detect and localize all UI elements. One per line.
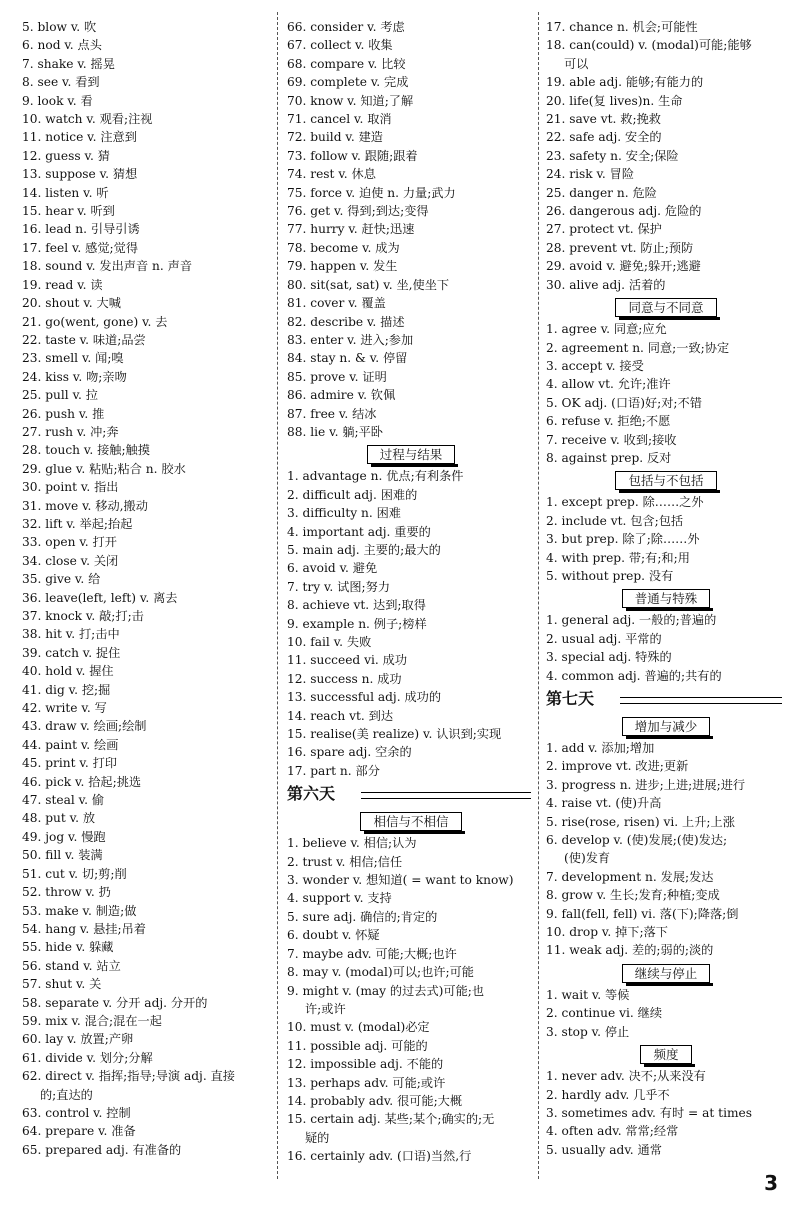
vocab-entry: 61. divide v. 划分;分解 <box>22 1050 153 1065</box>
vocab-entry: 4. common adj. 普遍的;共有的 <box>546 668 722 683</box>
vocab-entry: 36. leave(left, left) v. 离去 <box>22 590 178 605</box>
vocab-entry: 9. look v. 看 <box>22 93 93 108</box>
vocab-entry: 29. avoid v. 避免;躲开;逃避 <box>546 259 701 274</box>
vocab-entry: 54. hang v. 悬挂;吊着 <box>22 921 146 936</box>
vocab-entry: 24. risk v. 冒险 <box>546 167 635 182</box>
vocab-entry: 2. agreement n. 同意;一致;协定 <box>546 340 730 355</box>
vocab-entry-continuation: 许;或许 <box>305 1001 346 1016</box>
vocab-entry: 35. give v. 给 <box>22 572 101 587</box>
section-heading-common: 普通与特殊 <box>546 585 786 611</box>
vocab-entry: 1. except prep. 除……之外 <box>546 495 704 510</box>
vocab-entry: 47. steal v. 偷 <box>22 793 105 808</box>
vocab-entry: 9. example n. 例子;榜样 <box>287 616 427 631</box>
vocab-entry: 20. life(复 lives)n. 生命 <box>546 93 683 108</box>
vocab-entry: 15. hear v. 听到 <box>22 204 115 219</box>
vocab-entry-continuation: 疑的 <box>305 1130 330 1145</box>
vocab-entry: 3. stop v. 停止 <box>546 1024 630 1039</box>
vocab-entry: 17. chance n. 机会;可能性 <box>546 20 698 34</box>
vocab-entry: 76. get v. 得到;到达;变得 <box>287 204 429 219</box>
vocab-entry: 3. accept v. 接受 <box>546 358 644 373</box>
vocab-entry: 9. might v. (may 的过去式)可能;也 <box>287 983 485 998</box>
vocab-entry: 60. lay v. 放置;产卵 <box>22 1032 134 1047</box>
vocab-entry: 7. development n. 发展;发达 <box>546 869 714 884</box>
vocab-entry: 5. OK adj. (口语)好;对;不错 <box>546 395 702 410</box>
vocab-entry: 42. write v. 写 <box>22 701 107 716</box>
vocab-entry: 10. must v. (modal)必定 <box>287 1020 430 1035</box>
vocab-entry: 55. hide v. 躲藏 <box>22 940 114 955</box>
vocab-entry: 43. draw v. 绘画;绘制 <box>22 719 147 734</box>
vocab-entry: 41. dig v. 挖;掘 <box>22 682 111 697</box>
vocab-entry: 11. possible adj. 可能的 <box>287 1038 428 1053</box>
vocab-entry: 85. prove v. 证明 <box>287 369 387 384</box>
vocab-entry: 8. see v. 看到 <box>22 75 100 90</box>
vocab-entry: 31. move v. 移动,搬动 <box>22 498 148 513</box>
vocab-entry: 3. sometimes adv. 有时 = at times <box>546 1105 753 1120</box>
vocab-entry: 6. refuse v. 拒绝;不愿 <box>546 414 671 429</box>
vocab-entry-continuation: 的;直达的 <box>40 1087 93 1102</box>
vocab-entry: 5. usually adv. 通常 <box>546 1142 662 1157</box>
vocab-entry: 19. able adj. 能够;有能力的 <box>546 75 704 90</box>
vocab-entry: 63. control v. 控制 <box>22 1105 131 1120</box>
vocab-entry: 16. spare adj. 空余的 <box>287 745 412 760</box>
vocab-entry: 58. separate v. 分开 adj. 分开的 <box>22 995 208 1010</box>
vocab-entry: 8. achieve vt. 达到;取得 <box>287 598 426 613</box>
vocab-entry: 24. kiss v. 吻;亲吻 <box>22 369 127 384</box>
vocab-entry: 66. consider v. 考虑 <box>287 20 405 34</box>
vocab-entry: 64. prepare v. 准备 <box>22 1124 136 1139</box>
vocab-entry: 56. stand v. 站立 <box>22 958 121 973</box>
vocab-entry: 6. develop v. (使)发展;(使)发达; <box>546 833 728 848</box>
column-divider <box>538 12 539 1179</box>
vocab-entry: 5. blow v. 吹 <box>22 20 97 34</box>
vocab-entry: 48. put v. 放 <box>22 811 96 826</box>
vocab-entry: 22. taste v. 味道;品尝 <box>22 332 146 347</box>
vocab-entry: 8. grow v. 生长;发育;种植;变成 <box>546 888 720 903</box>
vocab-entry: 8. may v. (modal)可以;也许;可能 <box>287 965 474 980</box>
section-heading-process: 过程与结果 <box>287 441 535 467</box>
section-heading-belief: 相信与不相信 <box>287 808 535 834</box>
vocab-entry: 74. rest v. 休息 <box>287 167 376 182</box>
vocab-entry: 21. save vt. 救;挽救 <box>546 112 661 127</box>
vocab-entry: 3. difficulty n. 困难 <box>287 506 401 521</box>
vocab-entry: 79. happen v. 发生 <box>287 259 398 274</box>
vocab-entry: 2. include vt. 包含;包括 <box>546 513 684 528</box>
vocab-entry: 5. without prep. 没有 <box>546 568 674 583</box>
vocab-entry: 21. go(went, gone) v. 去 <box>22 314 168 329</box>
vocab-entry: 11. succeed vi. 成功 <box>287 653 408 668</box>
section-heading-include: 包括与不包括 <box>546 467 786 493</box>
vocab-entry: 3. progress n. 进步;上进;进展;进行 <box>546 777 746 792</box>
vocab-entry: 6. avoid v. 避免 <box>287 561 378 576</box>
vocab-entry: 1. agree v. 同意;应允 <box>546 322 667 337</box>
vocab-entry: 73. follow v. 跟随;跟着 <box>287 148 418 163</box>
vocab-entry: 10. fail v. 失败 <box>287 635 372 649</box>
vocab-entry: 11. weak adj. 差的;弱的;淡的 <box>546 943 714 958</box>
page-number: 3 <box>764 1171 778 1195</box>
vocab-entry: 15. certain adj. 某些;某个;确实的;无 <box>287 1112 495 1127</box>
vocab-entry: 4. with prep. 带;有;和;用 <box>546 550 690 565</box>
vocab-entry: 37. knock v. 敲;打;击 <box>22 609 144 623</box>
vocab-entry: 72. build v. 建造 <box>287 130 383 145</box>
column-2 <box>287 18 535 1166</box>
vocab-entry: 17. feel v. 感觉;觉得 <box>22 240 139 255</box>
vocab-entry: 26. push v. 推 <box>22 406 105 421</box>
vocab-entry: 6. doubt v. 怀疑 <box>287 928 380 943</box>
vocab-entry: 3. special adj. 特殊的 <box>546 650 672 665</box>
vocab-entry: 82. describe v. 描述 <box>287 314 405 329</box>
vocab-entry: 16. certainly adv. (口语)当然,行 <box>287 1149 472 1164</box>
vocab-entry: 59. mix v. 混合;混在一起 <box>22 1013 162 1028</box>
vocab-entry: 7. maybe adv. 可能;大概;也许 <box>287 946 457 961</box>
vocab-entry: 1. never adv. 决不;从来没有 <box>546 1069 706 1084</box>
vocab-entry: 2. usual adj. 平常的 <box>546 631 662 646</box>
vocab-entry: 6. nod v. 点头 <box>22 38 102 53</box>
vocab-entry: 5. main adj. 主要的;最大的 <box>287 542 441 557</box>
section-heading-agree: 同意与不同意 <box>546 294 786 320</box>
vocab-entry: 13. suppose v. 猜想 <box>22 167 138 182</box>
vocab-entry: 1. advantage n. 优点;有利条件 <box>287 469 464 484</box>
column-3 <box>546 18 786 1159</box>
vocab-entry: 9. fall(fell, fell) vi. 落(下);降落;倒 <box>546 906 739 921</box>
vocab-entry: 80. sit(sat, sat) v. 坐,使坐下 <box>287 277 450 292</box>
vocab-entry: 78. become v. 成为 <box>287 240 400 255</box>
vocab-entry: 4. often adv. 常常;经常 <box>546 1124 679 1139</box>
vocab-entry: 44. paint v. 绘画 <box>22 737 119 752</box>
vocab-entry: 25. danger n. 危险 <box>546 185 657 200</box>
vocab-entry: 71. cancel v. 取消 <box>287 112 392 127</box>
vocab-entry: 5. sure adj. 确信的;肯定的 <box>287 909 438 924</box>
vocab-entry: 30. alive adj. 活着的 <box>546 277 666 292</box>
vocab-entry: 12. success n. 成功 <box>287 671 402 686</box>
section-heading-frequency: 频度 <box>546 1041 786 1067</box>
vocab-entry: 87. free v. 结冰 <box>287 406 377 421</box>
vocab-entry: 13. successful adj. 成功的 <box>287 690 442 705</box>
vocab-entry: 13. perhaps adv. 可能;或许 <box>287 1075 446 1090</box>
vocab-entry: 2. difficult adj. 困难的 <box>287 487 418 502</box>
vocab-entry: 12. impossible adj. 不能的 <box>287 1057 444 1072</box>
vocab-entry: 10. watch v. 观看;注视 <box>22 112 153 127</box>
vocab-entry: 34. close v. 关闭 <box>22 553 119 568</box>
vocab-entry: 2. hardly adv. 几乎不 <box>546 1087 670 1102</box>
vocab-entry: 45. print v. 打印 <box>22 756 117 771</box>
vocab-entry: 4. support v. 支持 <box>287 891 392 906</box>
vocab-entry: 2. continue vi. 继续 <box>546 1006 663 1021</box>
vocab-entry: 16. lead n. 引导引诱 <box>22 222 140 237</box>
vocab-entry: 27. rush v. 冲;奔 <box>22 424 119 439</box>
vocab-entry: 3. but prep. 除了;除……外 <box>546 532 700 547</box>
vocab-entry: 23. safety n. 安全;保险 <box>546 148 679 163</box>
vocab-entry: 7. shake v. 摇晃 <box>22 56 115 71</box>
vocab-entry: 11. notice v. 注意到 <box>22 130 137 145</box>
vocab-entry: 40. hold v. 握住 <box>22 664 114 679</box>
vocab-entry: 49. jog v. 慢跑 <box>22 829 106 844</box>
vocab-entry: 38. hit v. 打;击中 <box>22 627 120 642</box>
vocab-entry: 1. general adj. 一般的;普遍的 <box>546 613 717 628</box>
vocab-entry: 14. probably adv. 很可能;大概 <box>287 1093 463 1108</box>
column-1 <box>22 18 272 1159</box>
vocab-entry: 69. complete v. 完成 <box>287 75 409 90</box>
vocab-entry: 28. touch v. 接触;触摸 <box>22 443 150 458</box>
vocab-entry: 83. enter v. 进入;参加 <box>287 332 414 347</box>
vocab-entry: 53. make v. 制造;做 <box>22 903 137 918</box>
vocab-entry: 2. trust v. 相信;信任 <box>287 854 403 869</box>
vocab-entry: 10. drop v. 掉下;落下 <box>546 925 668 940</box>
vocab-entry: 68. compare v. 比较 <box>287 56 406 71</box>
vocab-entry: 14. reach vt. 到达 <box>287 708 394 723</box>
vocab-entry: 57. shut v. 关 <box>22 977 102 992</box>
vocab-entry: 77. hurry v. 赶快;迅速 <box>287 222 415 237</box>
vocab-entry: 30. point v. 指出 <box>22 480 119 495</box>
vocab-entry: 70. know v. 知道;了解 <box>287 93 414 108</box>
vocab-entry: 4. allow vt. 允许;准许 <box>546 377 671 392</box>
vocab-entry: 7. receive v. 收到;接收 <box>546 432 677 447</box>
day-7-heading: 第七天 <box>546 685 786 713</box>
vocab-entry: 26. dangerous adj. 危险的 <box>546 204 702 219</box>
vocab-entry: 33. open v. 打开 <box>22 535 117 550</box>
vocab-entry: 65. prepared adj. 有准备的 <box>22 1142 182 1157</box>
vocab-entry: 81. cover v. 覆盖 <box>287 296 386 311</box>
vocab-entry: 52. throw v. 扔 <box>22 885 111 900</box>
day-6-heading: 第六天 <box>287 780 535 808</box>
vocab-entry: 18. can(could) v. (modal)可能;能够 <box>546 38 752 53</box>
vocab-entry: 62. direct v. 指挥;指导;导演 adj. 直接 <box>22 1069 235 1084</box>
vocab-entry: 1. wait v. 等候 <box>546 987 630 1002</box>
vocab-entry: 23. smell v. 闻;嗅 <box>22 351 124 366</box>
column-divider <box>277 12 278 1179</box>
vocab-entry: 29. glue v. 粘贴;粘合 n. 胶水 <box>22 461 186 476</box>
section-heading-increase: 增加与减少 <box>546 713 786 739</box>
vocab-entry: 20. shout v. 大喊 <box>22 296 121 311</box>
vocab-entry: 5. rise(rose, risen) vi. 上升;上涨 <box>546 814 735 829</box>
vocab-entry: 67. collect v. 收集 <box>287 38 393 53</box>
vocab-entry: 75. force v. 迫使 n. 力量;武力 <box>287 185 456 200</box>
vocab-entry-continuation: (使)发育 <box>564 851 611 866</box>
vocab-entry: 86. admire v. 钦佩 <box>287 388 396 403</box>
vocab-entry-continuation: 可以 <box>564 56 589 71</box>
vocab-entry: 7. try v. 试图;努力 <box>287 579 391 594</box>
vocab-entry: 88. lie v. 躺;平卧 <box>287 424 383 439</box>
vocab-entry: 25. pull v. 拉 <box>22 388 98 403</box>
vocab-entry: 1. believe v. 相信;认为 <box>287 836 417 851</box>
vocab-entry: 28. prevent vt. 防止;预防 <box>546 240 694 255</box>
vocab-entry: 17. part n. 部分 <box>287 763 380 778</box>
vocab-entry: 22. safe adj. 安全的 <box>546 130 662 145</box>
vocab-entry: 50. fill v. 装满 <box>22 848 103 863</box>
vocab-entry: 39. catch v. 捉住 <box>22 645 121 660</box>
vocab-entry: 51. cut v. 切;剪;削 <box>22 866 127 881</box>
vocab-entry: 19. read v. 读 <box>22 277 103 292</box>
vocab-entry: 12. guess v. 猜 <box>22 148 110 163</box>
vocab-entry: 84. stay n. & v. 停留 <box>287 351 408 366</box>
vocab-entry: 15. realise(美 realize) v. 认识到;实现 <box>287 727 502 742</box>
vocab-entry: 32. lift v. 举起;抬起 <box>22 516 133 531</box>
section-heading-continue: 继续与停止 <box>546 960 786 986</box>
vocab-entry: 1. add v. 添加;增加 <box>546 741 655 755</box>
vocab-entry: 4. raise vt. (使)升高 <box>546 796 662 811</box>
vocab-entry: 27. protect vt. 保护 <box>546 222 662 237</box>
vocab-entry: 2. improve vt. 改进;更新 <box>546 759 689 774</box>
vocab-entry: 18. sound v. 发出声音 n. 声音 <box>22 259 193 274</box>
vocab-entry: 46. pick v. 拾起;挑选 <box>22 774 142 789</box>
vocab-entry: 4. important adj. 重要的 <box>287 524 431 539</box>
vocab-entry: 8. against prep. 反对 <box>546 450 672 465</box>
vocab-entry: 3. wonder v. 想知道( = want to know) <box>287 873 514 888</box>
vocab-entry: 14. listen v. 听 <box>22 185 109 200</box>
